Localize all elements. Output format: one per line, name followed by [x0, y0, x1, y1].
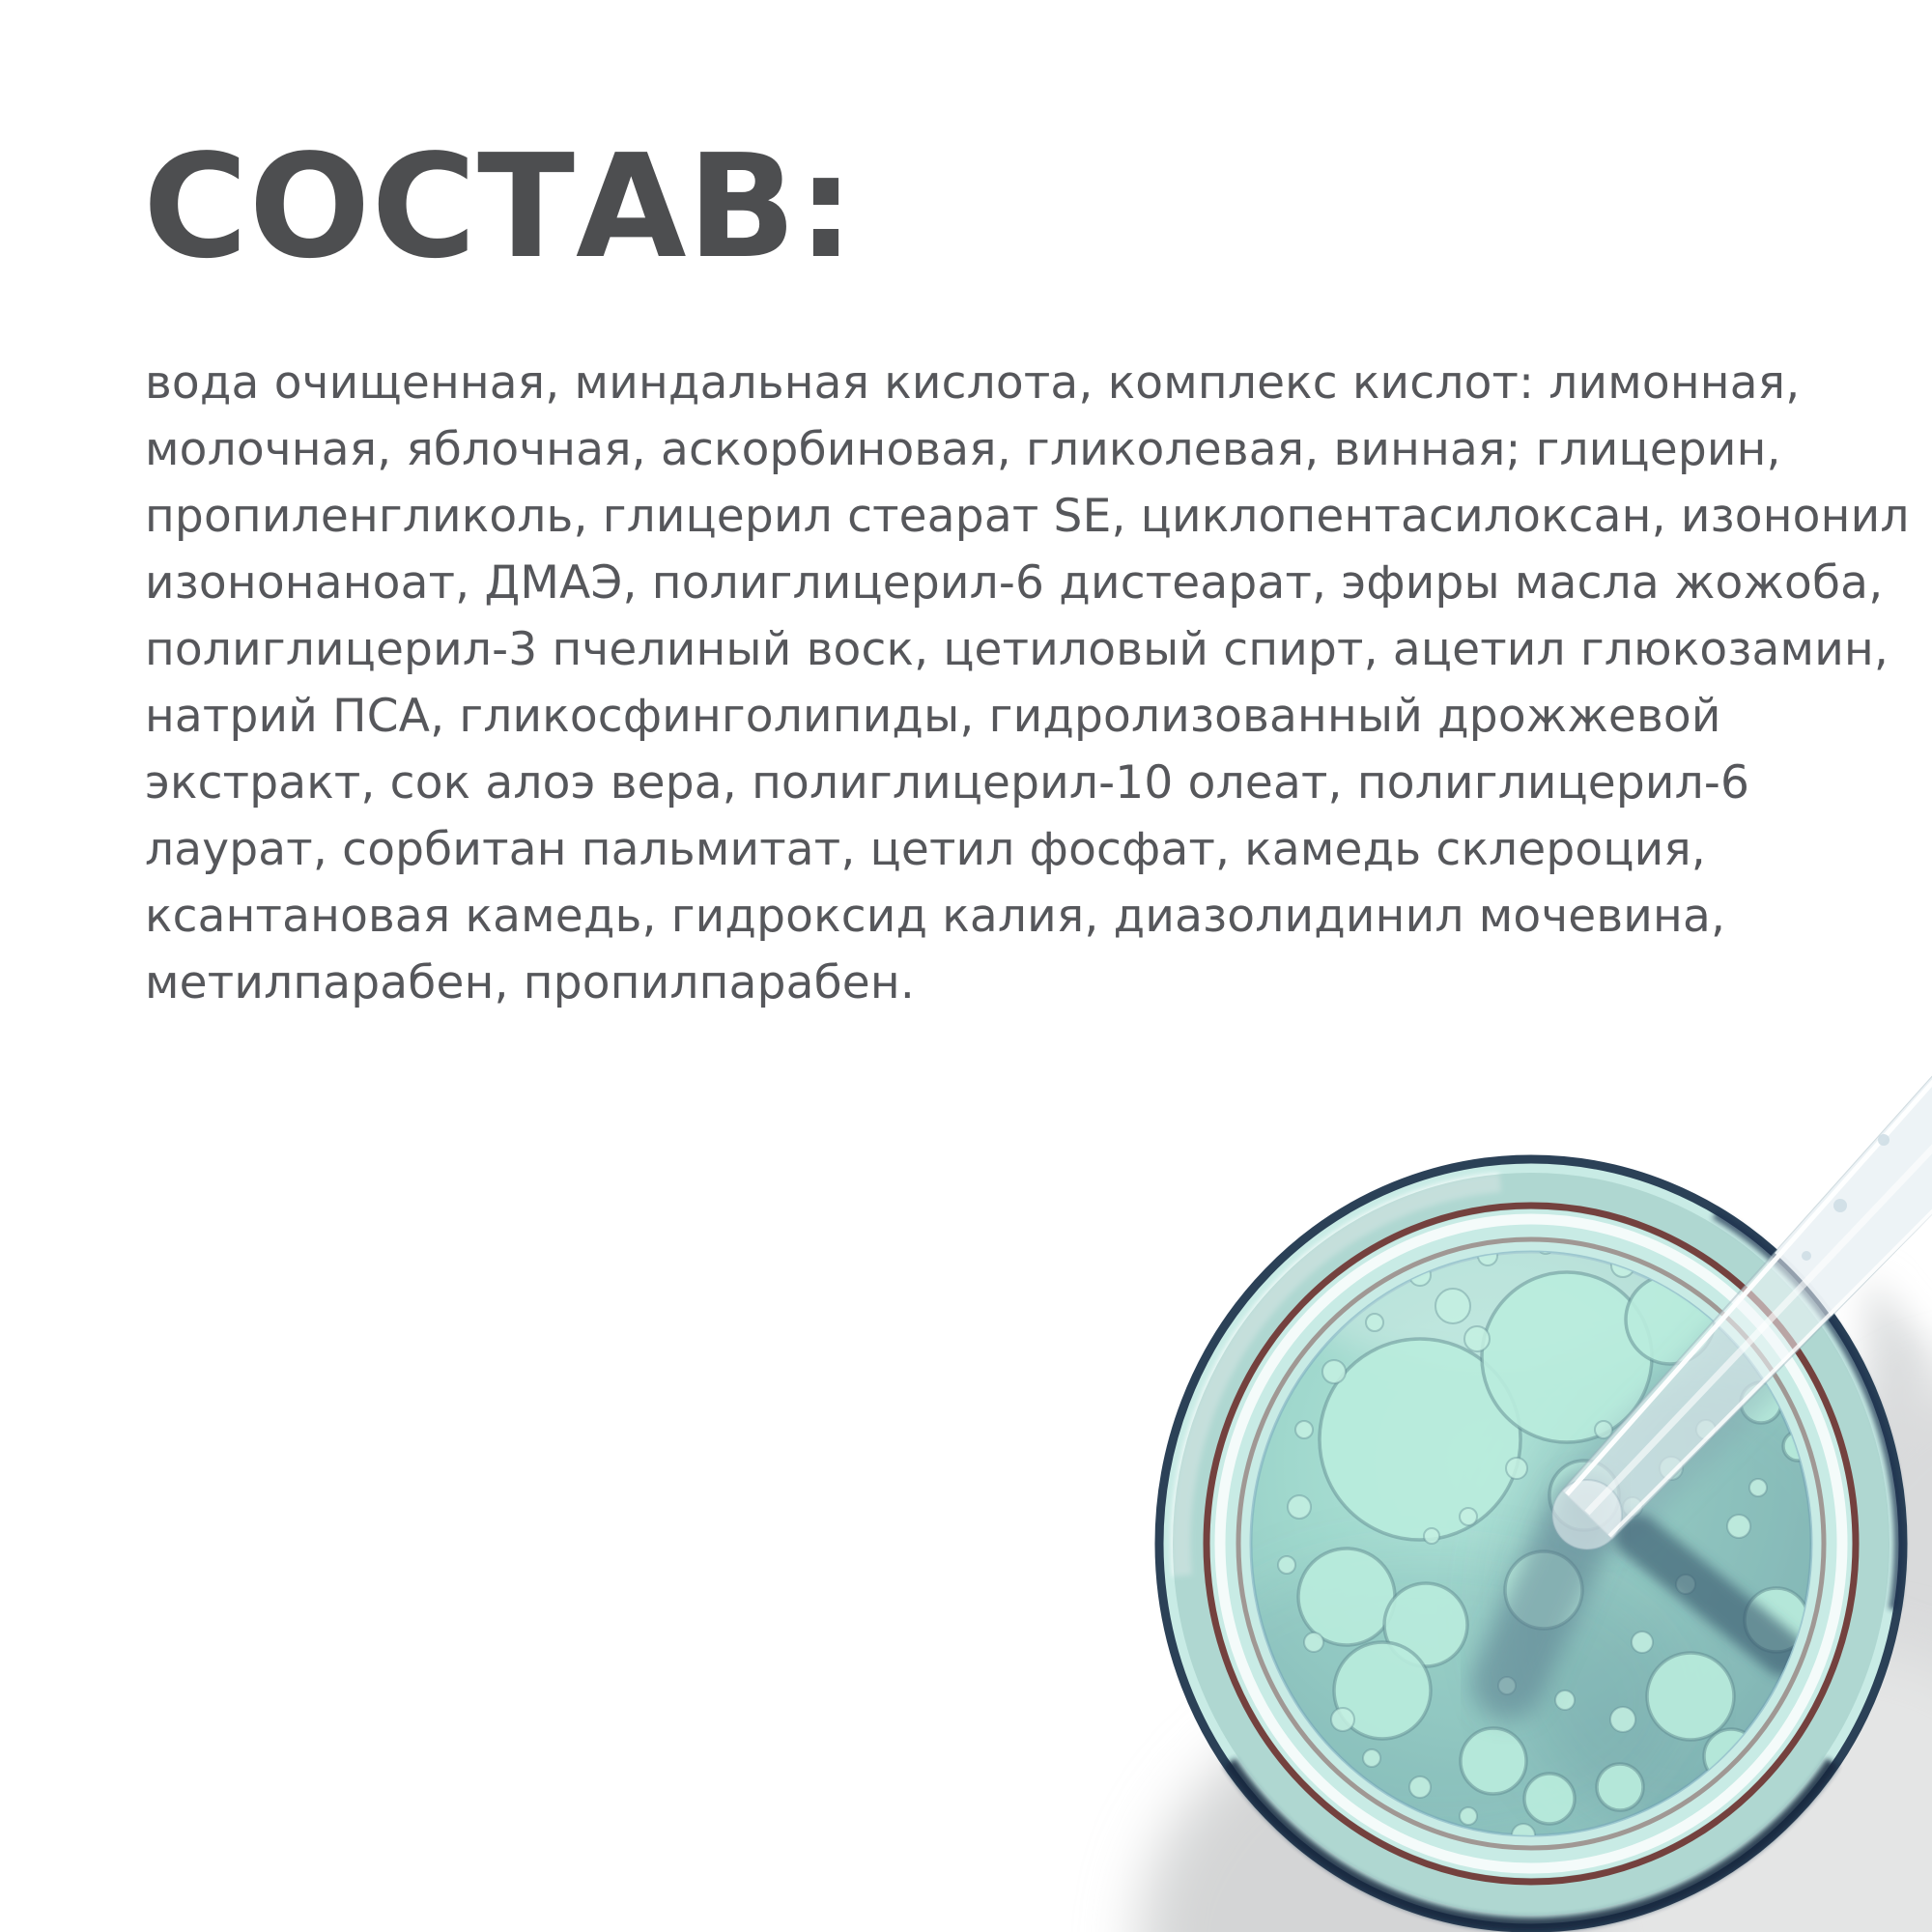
ingredients-line: пропиленгликоль, глицерил стеарат SE, циклопентасилоксан, изононил: [145, 490, 1910, 543]
ingredients-line: метилпарабен, пропилпарабен.: [145, 956, 915, 1009]
ingredients-line: экстракт, сок алоэ вера, полиглицерил-10 олеат, полиглицерил-6: [145, 756, 1750, 810]
petri-dish: [1159, 1068, 1932, 1928]
ingredients-line: лаурат, сорбитан пальмитат, цетил фосфат, камедь склероция,: [145, 823, 1706, 876]
ingredients-paragraph: [145, 350, 1910, 1016]
ingredients-line: полиглицерил-3 пчелиный воск, цетиловый спирт, ацетил глюкозамин,: [145, 623, 1889, 676]
liquid: [1179, 1212, 1884, 1849]
rim-dark-right: [1715, 1214, 1899, 1609]
ingredients-line: изононаноат, ДМАЭ, полиглицерил-6 дистеарат, эфиры масла жожоба,: [145, 556, 1884, 610]
cast-shadow: [1140, 1275, 1932, 1932]
page-title: СОСТАВ:: [143, 124, 856, 290]
ingredients-line: ксантановая камедь, гидроксид калия, диазолидинил мочевина,: [145, 890, 1726, 943]
liquid-surface: [1251, 1252, 1811, 1835]
oil-bubbles: [1298, 1272, 1812, 1824]
ingredients-line: молочная, яблочная, аскорбиновая, гликолевая, винная; глицерин,: [145, 423, 1781, 476]
pipette-shadow: [1507, 1316, 1789, 1683]
rim-dark-bottom: [1230, 1762, 1833, 1924]
red-ring: [1207, 1206, 1856, 1882]
rim-highlight: [1181, 1182, 1500, 1576]
small-bubbles: [1278, 1238, 1767, 1849]
ingredients-line: вода очищенная, миндальная кислота, комплекс кислот: лимонная,: [145, 356, 1801, 410]
pipette-specks: [1802, 1134, 1889, 1261]
pipette: [1552, 1068, 1932, 1549]
ingredients-line: натрий ПСА, гликосфинголипиды, гидролизованный дрожжевой: [145, 690, 1721, 743]
